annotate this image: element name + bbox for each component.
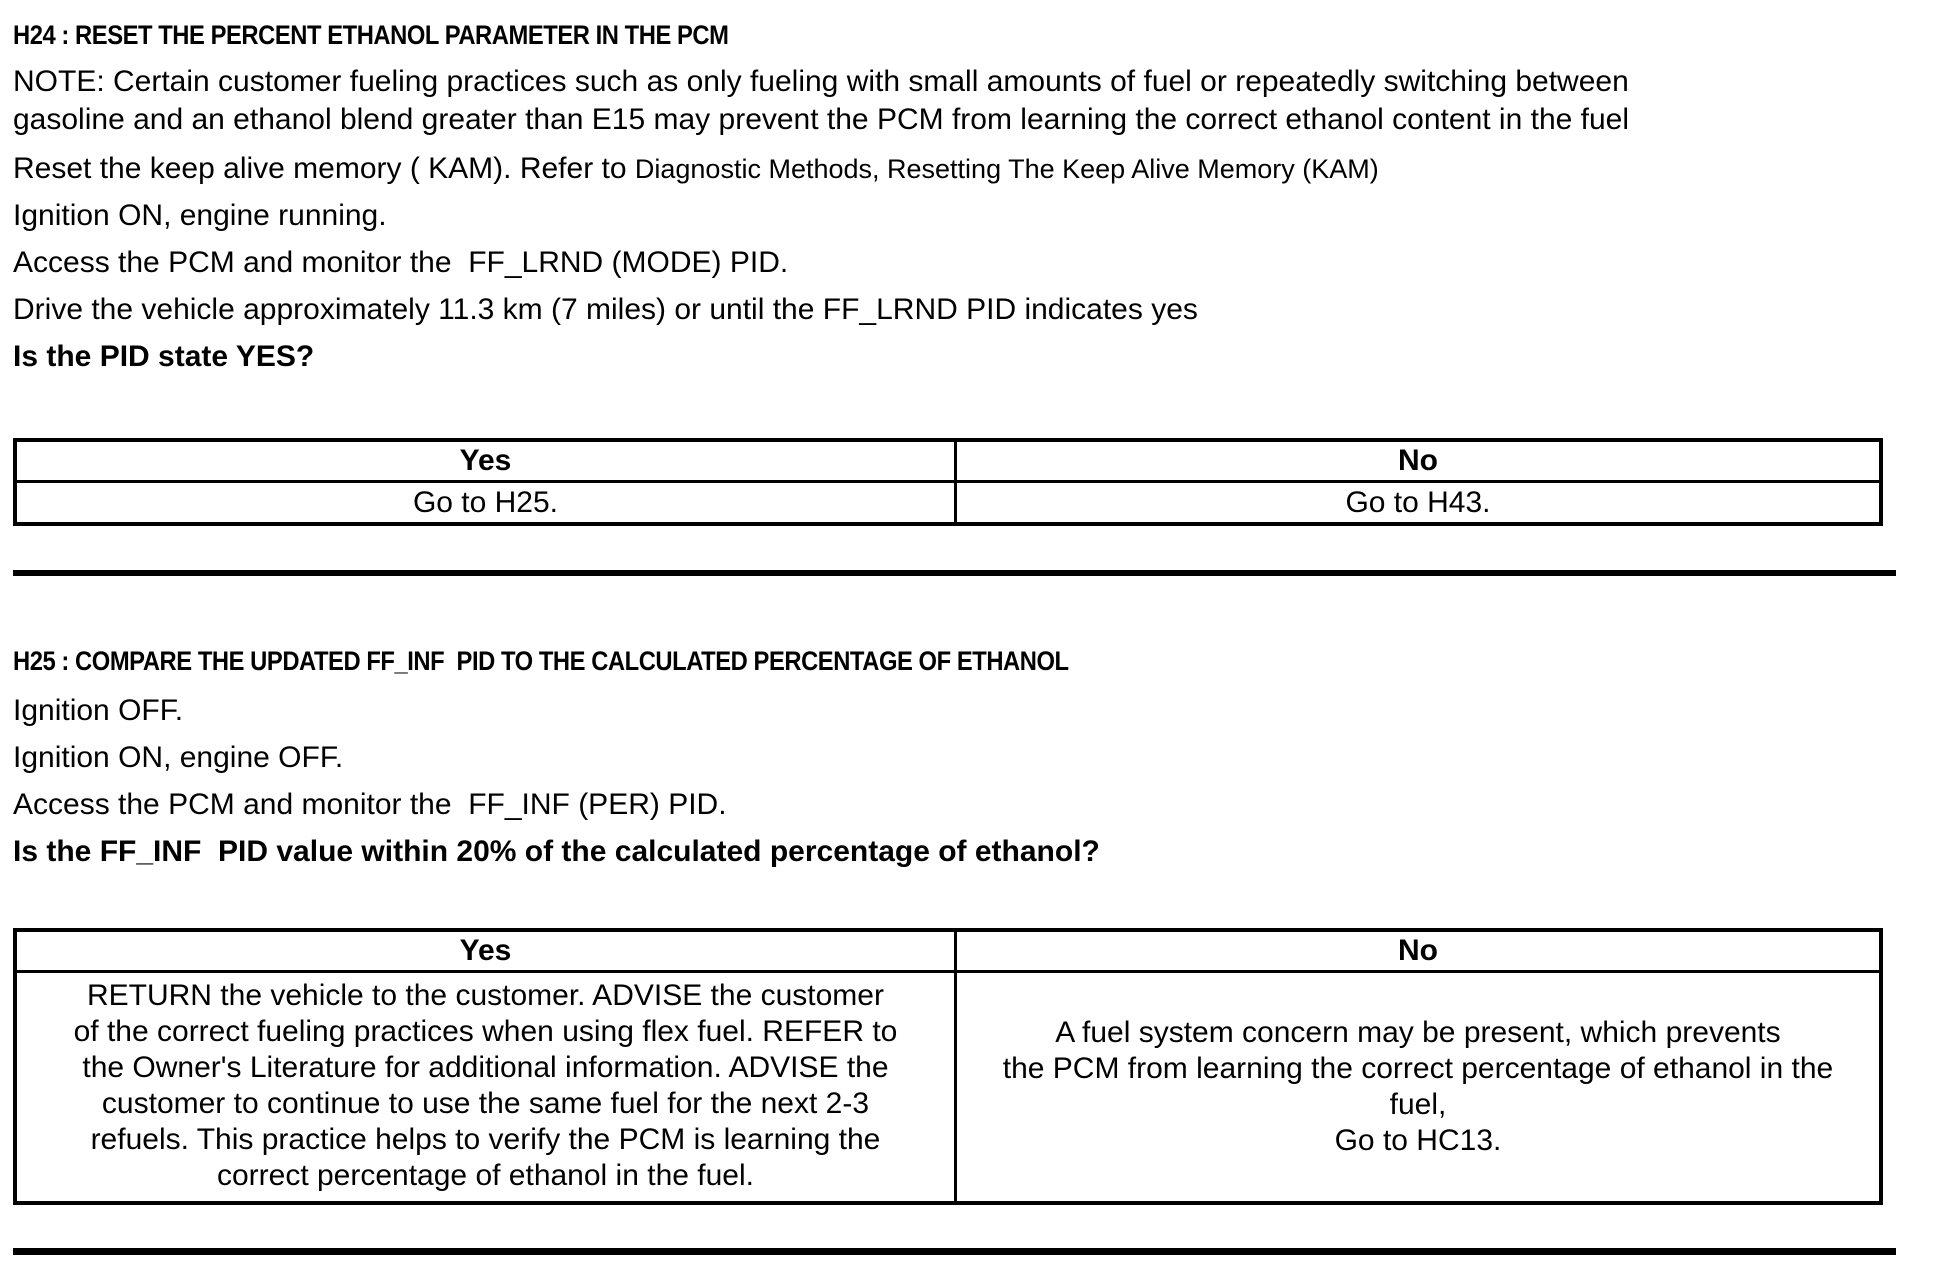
h24-question: Is the PID state YES? bbox=[13, 340, 315, 373]
section-h25 bbox=[13, 646, 1902, 880]
h25-no-action-cell: A fuel system concern may be present, which prevents the PCM from learning the correct percentage of ethanol in the fuel, Go to HC13. bbox=[955, 972, 1881, 1204]
h24-no-column-header: No bbox=[955, 440, 1881, 482]
h24-reset-kam-lead: Reset the keep alive memory ( KAM). Refer to bbox=[13, 152, 635, 185]
h25-yes-action-cell: RETURN the vehicle to the customer. ADVISE the customer of the correct fueling practices when using flex fuel. REFER to the Owner's Literature for additional information. ADVISE the customer to continue to use the same fuel for the next 2-3 refuels. This practice helps to verify the PCM is learning the correct percentage of ethanol in the fuel. bbox=[15, 972, 955, 1204]
h24-decision-table bbox=[13, 438, 1883, 526]
h25-question: Is the FF_INF PID value within 20% of the calculated percentage of ethanol? bbox=[13, 835, 1100, 868]
h24-step-drive: Drive the vehicle approximately 11.3 km (7 miles) or until the FF_LRND PID indicates yes bbox=[13, 293, 1198, 326]
h25-no-column-header: No bbox=[955, 930, 1881, 972]
diagnostic-methods-reference: Diagnostic Methods, bbox=[634, 154, 880, 184]
h24-table-action-row bbox=[15, 482, 1881, 525]
bottom-divider-rule bbox=[13, 1248, 1896, 1255]
h24-step-ignition: Ignition ON, engine running. bbox=[13, 199, 387, 232]
h25-step-ignition-on: Ignition ON, engine OFF. bbox=[13, 741, 344, 774]
h25-step-access-pcm: Access the PCM and monitor the FF_INF (PER) PID. bbox=[13, 788, 727, 821]
h25-step-ignition-off: Ignition OFF. bbox=[13, 694, 184, 727]
h24-yes-column-header: Yes bbox=[15, 440, 955, 482]
h25-decision-table bbox=[13, 928, 1883, 1205]
section-divider-rule bbox=[13, 570, 1896, 576]
h25-table-action-row bbox=[15, 972, 1881, 1204]
h24-table-header-row bbox=[15, 440, 1881, 482]
h25-yes-column-header: Yes bbox=[15, 930, 955, 972]
h24-reset-kam-tail: Resetting The Keep Alive Memory (KAM) bbox=[879, 154, 1379, 184]
h24-step-access-pcm: Access the PCM and monitor the FF_LRND (MODE) PID. bbox=[13, 246, 789, 279]
h25-step-title: H25 : COMPARE THE UPDATED FF_INF PID TO THE CALCULATED PERCENTAGE OF ETHANOL bbox=[13, 646, 1069, 676]
h24-reset-kam-step bbox=[13, 150, 1902, 188]
h24-note-paragraph: NOTE: Certain customer fueling practices such as only fueling with small amounts of fuel or repeatedly switching between gasoline and an ethanol blend greater than E15 may prevent the PCM from learning the correct ethanol content in the fuel bbox=[13, 65, 1630, 136]
h25-table-header-row bbox=[15, 930, 1881, 972]
section-h24 bbox=[13, 20, 1902, 385]
h24-step-title: H24 : RESET THE PERCENT ETHANOL PARAMETER IN THE PCM bbox=[13, 20, 729, 50]
h24-no-action-cell: Go to H43. bbox=[955, 482, 1881, 525]
h24-yes-action-cell: Go to H25. bbox=[15, 482, 955, 525]
